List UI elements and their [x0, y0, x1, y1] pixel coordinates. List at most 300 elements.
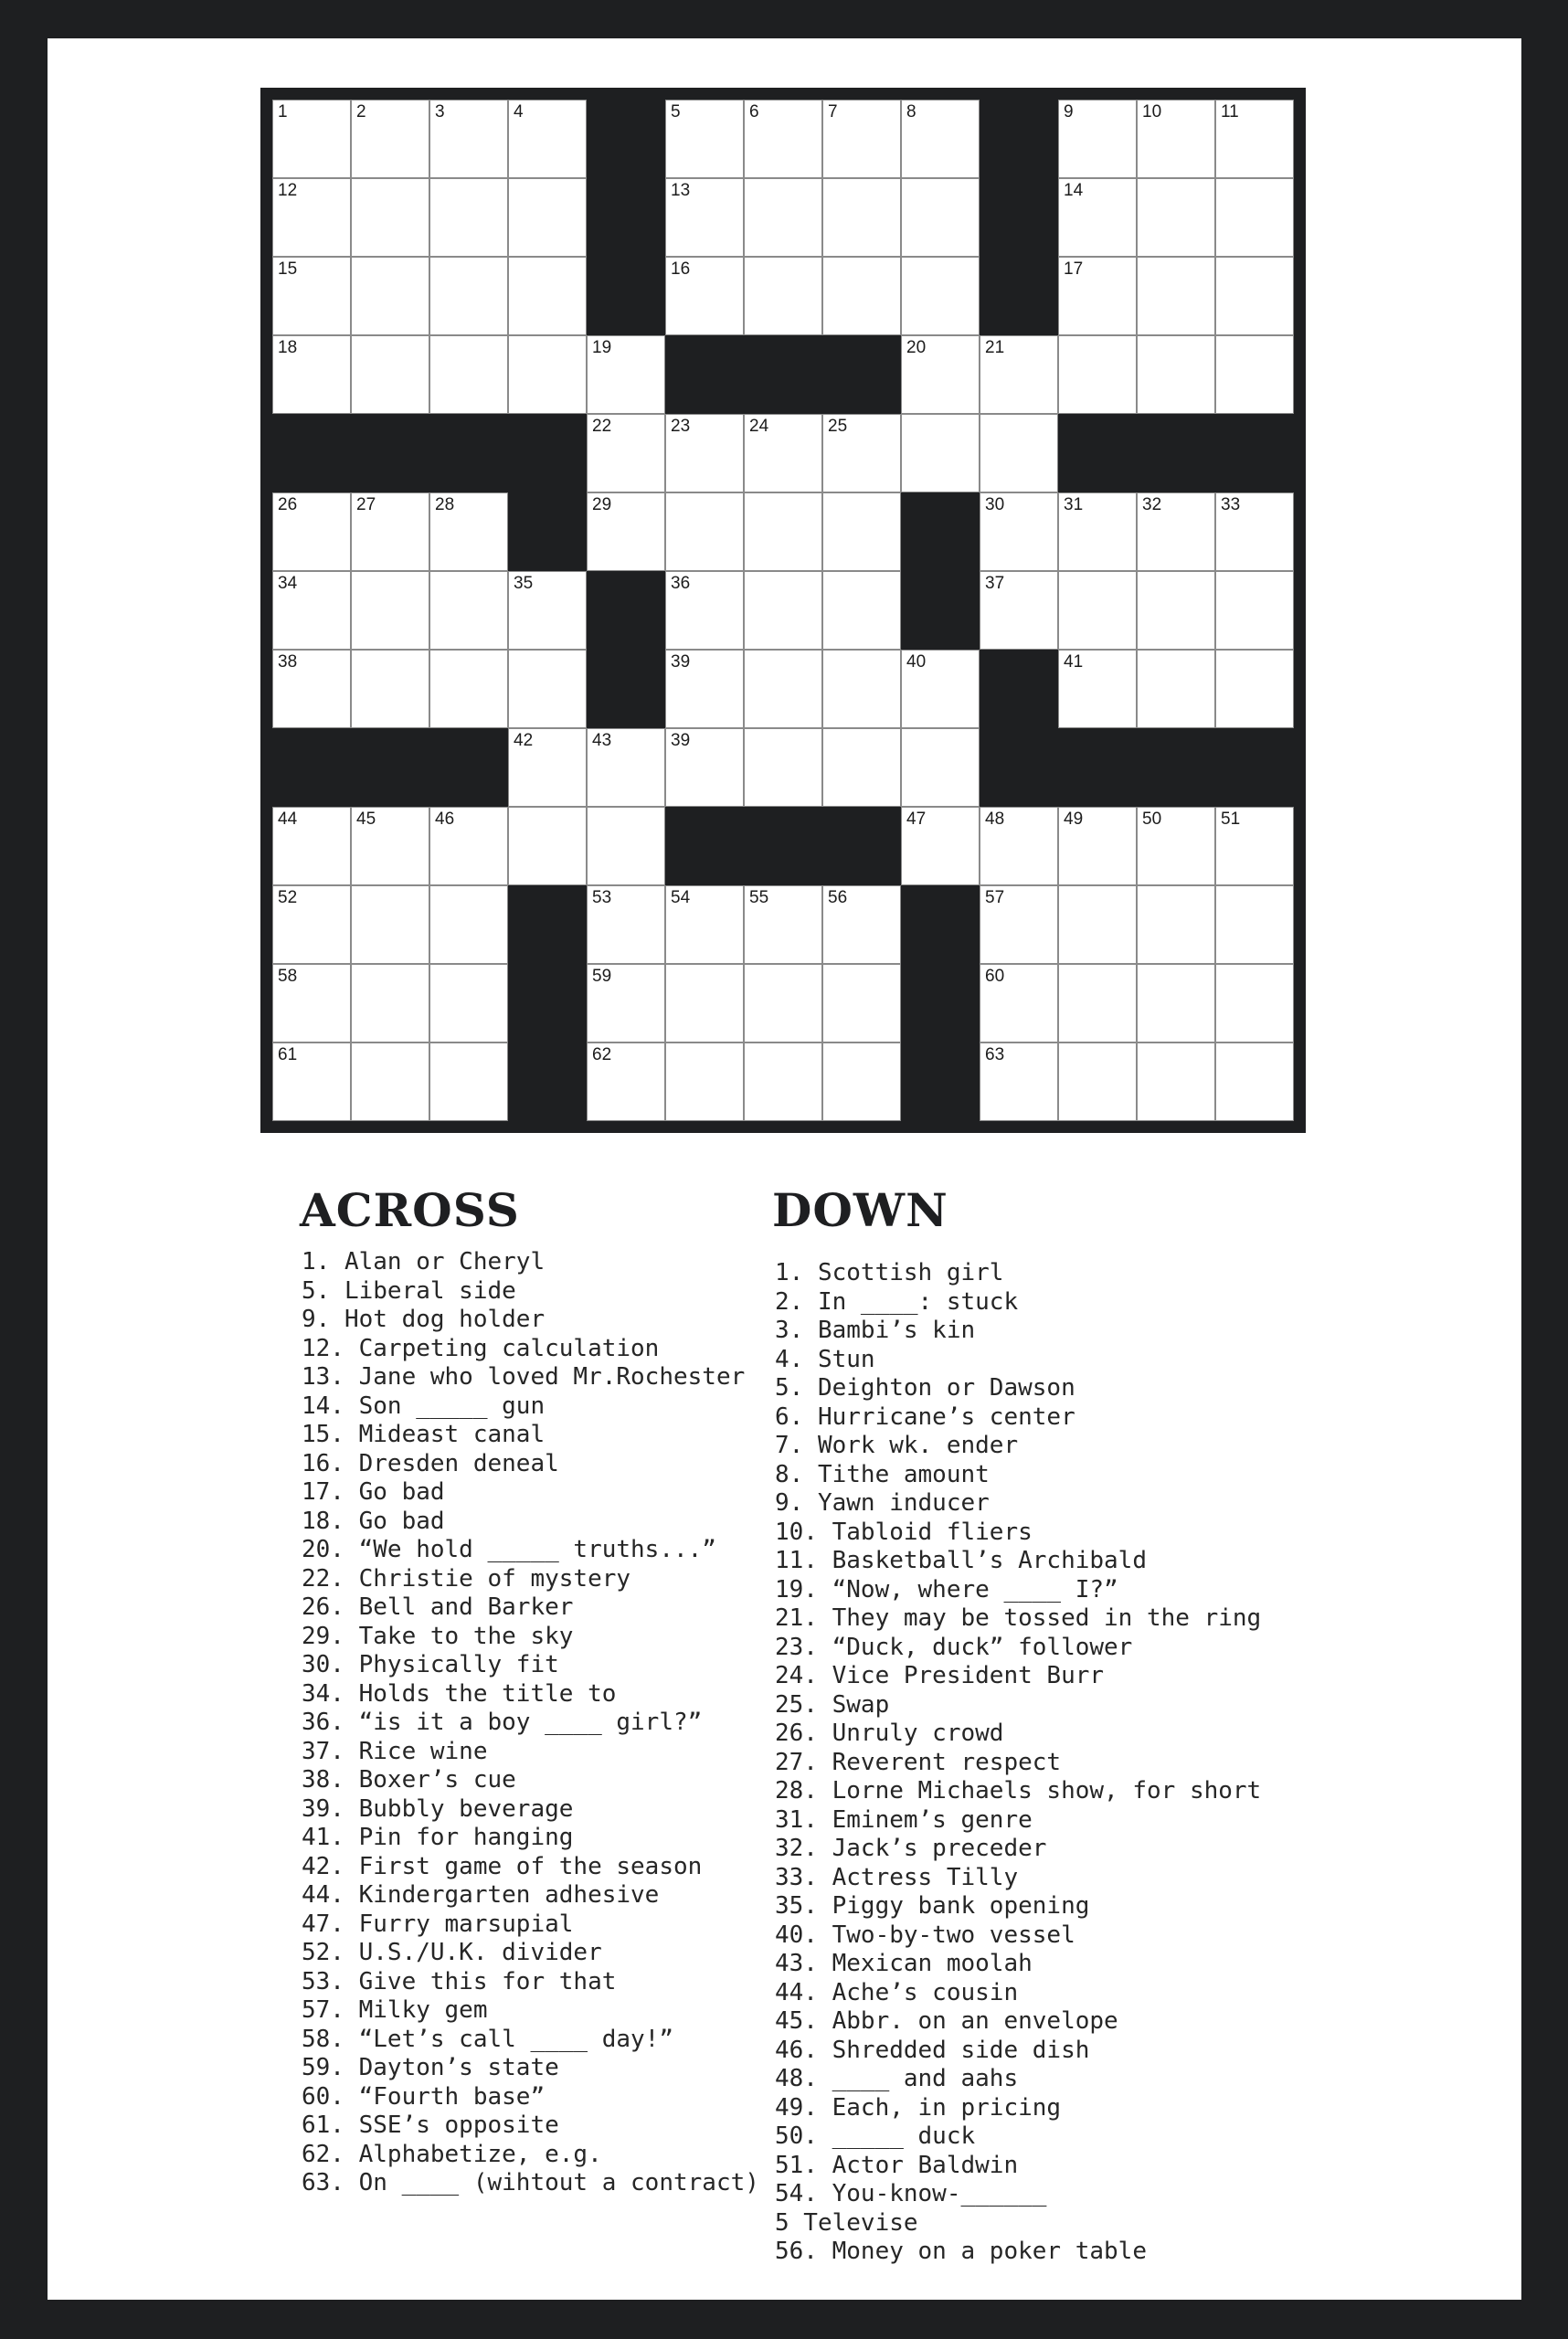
grid-cell[interactable]	[508, 335, 587, 414]
grid-cell[interactable]	[665, 885, 744, 964]
clue-line: 30. Physically fit	[302, 1651, 559, 1678]
cell-number: 25	[828, 417, 848, 436]
grid-cell[interactable]	[1058, 964, 1137, 1042]
clue-line: 31. Eminem’s genre	[775, 1805, 1033, 1834]
clue-line: 7. Work wk. ender	[775, 1432, 1019, 1459]
clue-line: 24. Vice President Burr	[775, 1662, 1105, 1689]
clue-line: 5 Televise	[775, 2208, 918, 2237]
grid-cell[interactable]	[1137, 1042, 1215, 1121]
grid-cell-black	[351, 728, 429, 807]
grid-cell-black	[744, 807, 822, 885]
grid-cell[interactable]	[508, 650, 587, 728]
cell-number: 13	[671, 181, 691, 200]
grid-cell-black	[1137, 414, 1215, 492]
cell-number: 6	[749, 102, 759, 122]
grid-cell-black	[822, 807, 901, 885]
grid-cell[interactable]	[429, 1042, 508, 1121]
clue-line: 25. Swap	[775, 1690, 890, 1719]
grid-cell[interactable]	[744, 257, 822, 335]
grid-cell[interactable]	[822, 1042, 901, 1121]
cell-number: 60	[985, 967, 1005, 986]
clue-line: 11. Basketball’s Archibald	[775, 1547, 1147, 1574]
grid-cell-black	[901, 492, 980, 571]
clue-line: 29. Take to the sky	[302, 1622, 574, 1650]
cell-number: 54	[671, 888, 691, 907]
grid-cell[interactable]	[744, 650, 822, 728]
cell-number: 24	[749, 417, 769, 436]
grid-cell-black	[665, 335, 744, 414]
clue-line: 26. Unruly crowd	[775, 1720, 1004, 1747]
clue-line: 56. Money on a poker table	[775, 2238, 1147, 2265]
clue-line: 50. _____ duck	[775, 2122, 976, 2150]
grid-cell[interactable]	[1137, 335, 1215, 414]
grid-cell-black	[901, 571, 980, 650]
grid-cell[interactable]	[1058, 885, 1137, 964]
clue-line: 9. Yawn inducer	[775, 1489, 990, 1517]
grid-cell[interactable]	[1215, 178, 1294, 257]
cell-number: 33	[1221, 495, 1241, 514]
grid-cell[interactable]	[1215, 1042, 1294, 1121]
clue-line: 8. Tithe amount	[775, 1460, 990, 1488]
clue-line: 9. Hot dog holder	[302, 1306, 546, 1333]
grid-cell[interactable]	[351, 807, 429, 885]
grid-cell-black	[272, 728, 351, 807]
clue-line: 53. Give this for that	[302, 1967, 617, 1995]
grid-cell[interactable]	[665, 1042, 744, 1121]
cell-number: 26	[278, 495, 298, 514]
grid-cell[interactable]	[901, 257, 980, 335]
grid-cell[interactable]	[665, 100, 744, 178]
grid-cell[interactable]	[1137, 257, 1215, 335]
clue-line: 15. Mideast canal	[302, 1421, 546, 1448]
grid-cell[interactable]	[822, 650, 901, 728]
grid-cell[interactable]	[508, 257, 587, 335]
cell-number: 44	[278, 810, 298, 829]
cell-number: 52	[278, 888, 298, 907]
cell-number: 34	[278, 574, 298, 593]
grid-cell[interactable]	[351, 100, 429, 178]
grid-cell-black	[1137, 728, 1215, 807]
grid-cell[interactable]	[429, 885, 508, 964]
cell-number: 20	[906, 338, 927, 357]
clue-line: 1. Scottish girl	[775, 1259, 1004, 1286]
grid-cell-black	[1215, 414, 1294, 492]
grid-cell-black	[1215, 728, 1294, 807]
grid-cell[interactable]	[587, 492, 665, 571]
grid-cell[interactable]	[429, 571, 508, 650]
clue-line: 35. Piggy bank opening	[775, 1892, 1090, 1920]
grid-cell[interactable]	[665, 414, 744, 492]
grid-cell[interactable]	[587, 964, 665, 1042]
grid-cell[interactable]	[901, 178, 980, 257]
grid-cell[interactable]	[1215, 100, 1294, 178]
cell-number: 22	[592, 417, 612, 436]
grid-cell[interactable]	[665, 178, 744, 257]
grid-cell-black	[429, 728, 508, 807]
grid-cell[interactable]	[272, 1042, 351, 1121]
grid-cell[interactable]	[272, 964, 351, 1042]
cell-number: 45	[356, 810, 376, 829]
grid-cell[interactable]	[822, 728, 901, 807]
cell-number: 57	[985, 888, 1005, 907]
grid-cell[interactable]	[1215, 492, 1294, 571]
grid-cell[interactable]	[1058, 807, 1137, 885]
grid-cell[interactable]	[272, 492, 351, 571]
cell-number: 14	[1064, 181, 1084, 200]
cell-number: 35	[514, 574, 534, 593]
grid-cell-black	[272, 414, 351, 492]
grid-cell[interactable]	[744, 964, 822, 1042]
clue-line: 6. Hurricane’s center	[775, 1402, 1075, 1431]
cell-number: 23	[671, 417, 691, 436]
cell-number: 50	[1142, 810, 1162, 829]
grid-cell[interactable]	[1137, 650, 1215, 728]
grid-cell[interactable]	[351, 492, 429, 571]
grid-cell[interactable]	[822, 885, 901, 964]
grid-cell[interactable]	[980, 964, 1058, 1042]
clue-line: 59. Dayton’s state	[302, 2054, 559, 2081]
grid-cell-black	[508, 414, 587, 492]
grid-cell[interactable]	[980, 807, 1058, 885]
clue-line: 62. Alphabetize, e.g.	[302, 2140, 602, 2168]
clue-line: 57. Milky gem	[302, 1996, 488, 2024]
cell-number: 27	[356, 495, 376, 514]
cell-number: 41	[1064, 652, 1084, 672]
grid-cell[interactable]	[1137, 885, 1215, 964]
cell-number: 38	[278, 652, 298, 672]
cell-number: 40	[906, 652, 927, 672]
cell-number: 32	[1142, 495, 1162, 514]
grid-cell[interactable]	[272, 885, 351, 964]
clue-line: 48. ____ and aahs	[775, 2065, 1019, 2092]
clue-line: 49. Each, in pricing	[775, 2093, 1062, 2122]
grid-cell[interactable]	[744, 885, 822, 964]
cell-number: 10	[1142, 102, 1162, 122]
grid-cell[interactable]	[1215, 571, 1294, 650]
down-clue-list	[775, 1259, 1261, 2267]
grid-cell-black	[508, 492, 587, 571]
clue-line: 32. Jack’s preceder	[775, 1835, 1047, 1862]
grid-cell[interactable]	[429, 335, 508, 414]
cell-number: 47	[906, 810, 927, 829]
clue-line: 39. Bubbly beverage	[302, 1794, 574, 1823]
cell-number: 15	[278, 259, 298, 279]
across-clue-list	[302, 1248, 759, 2198]
clue-line: 12. Carpeting calculation	[302, 1334, 660, 1362]
grid-cell[interactable]	[587, 728, 665, 807]
clue-line: 1. Alan or Cheryl	[302, 1248, 546, 1275]
grid-cell[interactable]	[665, 571, 744, 650]
clue-line: 38. Boxer’s cue	[302, 1766, 516, 1794]
clue-line: 36. “is it a boy ____ girl?”	[302, 1709, 703, 1736]
cell-number: 31	[1064, 495, 1084, 514]
grid-cell-black	[901, 964, 980, 1042]
grid-cell[interactable]	[351, 964, 429, 1042]
grid-cell[interactable]	[822, 571, 901, 650]
clue-line: 14. Son _____ gun	[302, 1392, 546, 1420]
grid-cell[interactable]	[980, 492, 1058, 571]
grid-cell[interactable]	[822, 492, 901, 571]
grid-cell[interactable]	[1137, 100, 1215, 178]
grid-cell[interactable]	[587, 807, 665, 885]
grid-cell[interactable]	[901, 650, 980, 728]
clue-line: 19. “Now, where ____ I?”	[775, 1575, 1118, 1603]
clue-line: 13. Jane who loved Mr.Rochester	[302, 1363, 746, 1391]
clue-line: 18. Go bad	[302, 1507, 445, 1535]
grid-cell[interactable]	[1215, 650, 1294, 728]
clue-line: 3. Bambi’s kin	[775, 1317, 976, 1344]
down-heading: DOWN	[772, 1183, 948, 1237]
grid-cell[interactable]	[429, 807, 508, 885]
cell-number: 56	[828, 888, 848, 907]
grid-cell-black	[901, 885, 980, 964]
cell-number: 30	[985, 495, 1005, 514]
grid-cell[interactable]	[822, 100, 901, 178]
grid-cell[interactable]	[272, 571, 351, 650]
grid-cell[interactable]	[901, 728, 980, 807]
grid-cell-black	[587, 650, 665, 728]
grid-cell[interactable]	[980, 885, 1058, 964]
cell-number: 21	[985, 338, 1005, 357]
clue-line: 52. U.S./U.K. divider	[302, 1939, 602, 1966]
clue-line: 54. You-know-______	[775, 2180, 1047, 2207]
grid-cell[interactable]	[1058, 178, 1137, 257]
grid-cell[interactable]	[665, 492, 744, 571]
grid-cell[interactable]	[744, 1042, 822, 1121]
grid-cell-black	[822, 335, 901, 414]
grid-cell[interactable]	[744, 178, 822, 257]
clue-line: 60. “Fourth base”	[302, 2082, 546, 2111]
grid-cell-black	[980, 650, 1058, 728]
cell-number: 46	[435, 810, 455, 829]
grid-cell[interactable]	[744, 492, 822, 571]
grid-cell[interactable]	[1058, 257, 1137, 335]
grid-cell[interactable]	[1137, 571, 1215, 650]
grid-cell[interactable]	[665, 257, 744, 335]
clue-line: 4. Stun	[775, 1345, 875, 1373]
grid-cell[interactable]	[1215, 257, 1294, 335]
cell-number: 5	[671, 102, 681, 122]
grid-cell[interactable]	[272, 100, 351, 178]
grid-cell-black	[429, 414, 508, 492]
clue-line: 42. First game of the season	[302, 1852, 703, 1880]
grid-cell[interactable]	[508, 728, 587, 807]
grid-cell[interactable]	[1058, 492, 1137, 571]
grid-cell-black	[351, 414, 429, 492]
cell-number: 3	[435, 102, 445, 122]
grid-cell[interactable]	[351, 1042, 429, 1121]
grid-cell[interactable]	[587, 885, 665, 964]
grid-cell[interactable]	[1058, 100, 1137, 178]
grid-cell[interactable]	[351, 885, 429, 964]
cell-number: 17	[1064, 259, 1084, 279]
cell-number: 8	[906, 102, 916, 122]
cell-number: 19	[592, 338, 612, 357]
cell-number: 29	[592, 495, 612, 514]
clue-line: 63. On ____ (wihtout a contract)	[302, 2169, 759, 2196]
grid-cell[interactable]	[272, 178, 351, 257]
clue-line: 37. Rice wine	[302, 1737, 488, 1765]
cell-number: 53	[592, 888, 612, 907]
grid-cell-black	[508, 885, 587, 964]
cell-number: 39	[671, 652, 691, 672]
grid-cell-black	[665, 807, 744, 885]
clue-line: 40. Two-by-two vessel	[775, 1921, 1075, 1949]
crossword-grid	[260, 88, 1306, 1133]
cell-number: 37	[985, 574, 1005, 593]
grid-cell[interactable]	[587, 414, 665, 492]
clue-line: 46. Shredded side dish	[775, 2036, 1090, 2064]
grid-cell[interactable]	[351, 571, 429, 650]
grid-cell[interactable]	[351, 335, 429, 414]
clue-line: 45. Abbr. on an envelope	[775, 2007, 1118, 2035]
grid-cell[interactable]	[901, 414, 980, 492]
grid-cell[interactable]	[1058, 335, 1137, 414]
grid-cell[interactable]	[508, 100, 587, 178]
clue-line: 43. Mexican moolah	[775, 1950, 1033, 1977]
grid-cell[interactable]	[272, 335, 351, 414]
grid-cell[interactable]	[980, 1042, 1058, 1121]
cell-number: 12	[278, 181, 298, 200]
grid-cell-black	[980, 178, 1058, 257]
cell-number: 16	[671, 259, 691, 279]
clue-line: 5. Deighton or Dawson	[775, 1374, 1075, 1402]
clue-line: 22. Christie of mystery	[302, 1564, 631, 1593]
cell-number: 51	[1221, 810, 1241, 829]
grid-cell[interactable]	[980, 414, 1058, 492]
grid-cell[interactable]	[508, 178, 587, 257]
grid-cell[interactable]	[822, 964, 901, 1042]
clue-line: 61. SSE’s opposite	[302, 2111, 559, 2139]
grid-cell[interactable]	[429, 100, 508, 178]
grid-cell[interactable]	[351, 650, 429, 728]
grid-cell[interactable]	[1215, 885, 1294, 964]
grid-cell-black	[587, 178, 665, 257]
grid-cell[interactable]	[1058, 571, 1137, 650]
grid-cell-black	[508, 964, 587, 1042]
grid-cell[interactable]	[744, 414, 822, 492]
clue-line: 20. “We hold _____ truths...”	[302, 1536, 716, 1563]
cell-number: 42	[514, 731, 534, 750]
grid-cell[interactable]	[1215, 807, 1294, 885]
clue-line: 44. Ache’s cousin	[775, 1978, 1019, 2006]
cell-number: 39	[671, 731, 691, 750]
grid-cell[interactable]	[587, 1042, 665, 1121]
grid-cell[interactable]	[901, 335, 980, 414]
cell-number: 59	[592, 967, 612, 986]
clue-line: 28. Lorne Michaels show, for short	[775, 1777, 1262, 1805]
grid-cell[interactable]	[429, 492, 508, 571]
cell-number: 18	[278, 338, 298, 357]
grid-cell[interactable]	[508, 571, 587, 650]
grid-cell[interactable]	[744, 100, 822, 178]
grid-cell[interactable]	[1137, 492, 1215, 571]
cell-number: 9	[1064, 102, 1074, 122]
across-heading: ACROSS	[300, 1183, 520, 1237]
grid-cell[interactable]	[822, 178, 901, 257]
clue-line: 33. Actress Tilly	[775, 1863, 1019, 1891]
clue-line: 44. Kindergarten adhesive	[302, 1881, 660, 1909]
grid-cell[interactable]	[1058, 1042, 1137, 1121]
grid-cell[interactable]	[1058, 650, 1137, 728]
grid-cell-black	[1058, 728, 1137, 807]
cell-number: 48	[985, 810, 1005, 829]
grid-cell[interactable]	[272, 650, 351, 728]
clue-line: 41. Pin for hanging	[302, 1824, 574, 1851]
clue-line: 58. “Let’s call ____ day!”	[302, 2025, 673, 2053]
grid-cell[interactable]	[272, 807, 351, 885]
grid-cell[interactable]	[822, 414, 901, 492]
grid-cell[interactable]	[1137, 964, 1215, 1042]
grid-cell-black	[901, 1042, 980, 1121]
clue-line: 10. Tabloid fliers	[775, 1518, 1033, 1546]
clue-line: 51. Actor Baldwin	[775, 2151, 1019, 2179]
grid-cell-black	[980, 100, 1058, 178]
grid-cell[interactable]	[980, 571, 1058, 650]
grid-cell[interactable]	[1215, 335, 1294, 414]
grid-cell-black	[587, 100, 665, 178]
grid-cell[interactable]	[665, 728, 744, 807]
clue-line: 2. In ____: stuck	[775, 1287, 1019, 1316]
cell-number: 55	[749, 888, 769, 907]
grid-cell[interactable]	[272, 257, 351, 335]
grid-cell[interactable]	[901, 807, 980, 885]
grid-cell[interactable]	[980, 335, 1058, 414]
clue-line: 17. Go bad	[302, 1478, 445, 1506]
grid-cell[interactable]	[429, 178, 508, 257]
grid-cell[interactable]	[665, 964, 744, 1042]
grid-cell[interactable]	[822, 257, 901, 335]
clue-line: 27. Reverent respect	[775, 1748, 1062, 1776]
grid-cell-black	[744, 335, 822, 414]
cell-number: 61	[278, 1045, 298, 1064]
cell-number: 4	[514, 102, 524, 122]
grid-cell[interactable]	[429, 650, 508, 728]
grid-cell[interactable]	[1215, 964, 1294, 1042]
cell-number: 63	[985, 1045, 1005, 1064]
grid-cell[interactable]	[351, 178, 429, 257]
clue-line: 16. Dresden deneal	[302, 1449, 559, 1477]
clue-line: 26. Bell and Barker	[302, 1593, 574, 1621]
grid-cell[interactable]	[351, 257, 429, 335]
grid-cell[interactable]	[587, 335, 665, 414]
grid-cell[interactable]	[429, 964, 508, 1042]
grid-cell[interactable]	[744, 728, 822, 807]
clue-line: 34. Holds the title to	[302, 1679, 617, 1708]
cell-number: 49	[1064, 810, 1084, 829]
grid-cell-black	[1058, 414, 1137, 492]
grid-cell[interactable]	[1137, 178, 1215, 257]
grid-cell-black	[508, 1042, 587, 1121]
cell-number: 36	[671, 574, 691, 593]
cell-number: 58	[278, 967, 298, 986]
clue-line: 21. They may be tossed in the ring	[775, 1604, 1262, 1632]
grid-cell[interactable]	[665, 650, 744, 728]
grid-cell-black	[587, 571, 665, 650]
grid-cell[interactable]	[508, 807, 587, 885]
cell-number: 28	[435, 495, 455, 514]
grid-cell[interactable]	[1137, 807, 1215, 885]
grid-cell[interactable]	[744, 571, 822, 650]
clue-line: 47. Furry marsupial	[302, 1910, 574, 1938]
grid-cell-black	[980, 728, 1058, 807]
grid-cell-black	[587, 257, 665, 335]
clue-line: 5. Liberal side	[302, 1276, 516, 1305]
grid-cell[interactable]	[429, 257, 508, 335]
grid-cell[interactable]	[901, 100, 980, 178]
cell-number: 62	[592, 1045, 612, 1064]
cell-number: 43	[592, 731, 612, 750]
